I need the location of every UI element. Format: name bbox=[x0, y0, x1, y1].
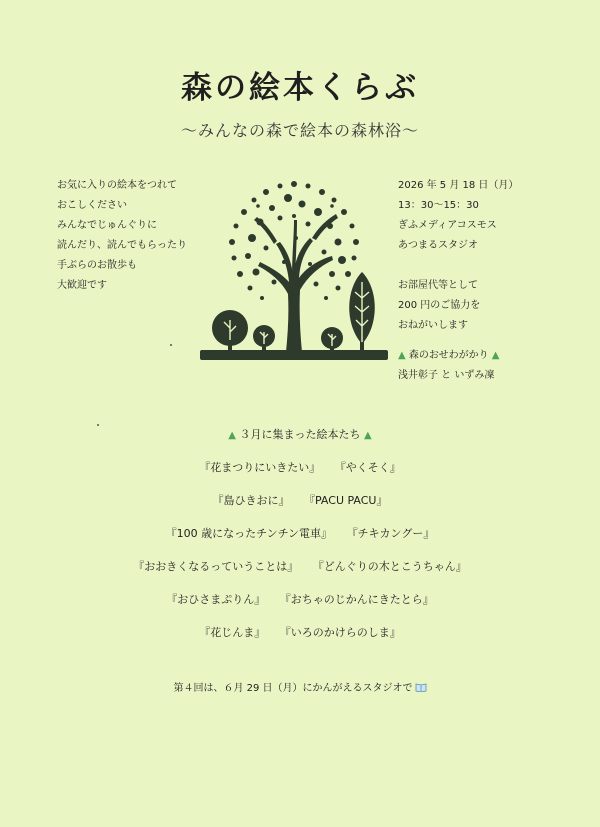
event-date: 2026 年 5 月 18 日（月） bbox=[398, 180, 519, 191]
event-info bbox=[398, 176, 578, 386]
book-row bbox=[0, 491, 600, 524]
tree-silhouette-icon bbox=[196, 164, 392, 374]
book-list bbox=[0, 425, 600, 656]
intro-line: 読んだり、読んでもらったり bbox=[57, 240, 187, 251]
book-row bbox=[0, 590, 600, 623]
book-row bbox=[0, 623, 600, 656]
flyer-subtitle: ～みんなの森で絵本の森林浴～ bbox=[180, 121, 419, 140]
event-time: 13：30～15：30 bbox=[398, 200, 479, 211]
fee-line: おねがいします bbox=[398, 320, 468, 331]
book-title: 『いろのかけらのしま』 bbox=[285, 626, 401, 639]
intro-line: みんなでじゅんぐりに bbox=[57, 220, 157, 231]
small-tree-icon: ▲ bbox=[228, 430, 236, 441]
book-row bbox=[0, 524, 600, 557]
spacer bbox=[398, 256, 578, 276]
small-tree-icon: ▲ bbox=[491, 350, 500, 361]
scan-speck bbox=[170, 344, 172, 346]
intro-line: お気に入りの絵本をつれて bbox=[57, 180, 177, 191]
next-session-note bbox=[0, 679, 600, 694]
event-venue: ぎふメディアコスモス bbox=[398, 220, 497, 231]
book-title: 『やくそく』 bbox=[340, 461, 401, 474]
event-room: あつまるスタジオ bbox=[398, 240, 478, 251]
book-title: 『100 歳になったチンチン電車』 bbox=[165, 527, 333, 540]
intro-line: おこしください bbox=[57, 200, 127, 211]
fee-line: お部屋代等として bbox=[398, 280, 478, 291]
book-title: 『どんぐりの木とこうちゃん』 bbox=[318, 560, 467, 573]
next-session-text: 第４回は、６月 29 日（月）にかんがえるスタジオで bbox=[173, 683, 413, 694]
book-title: 『おちゃのじかんにきたとら』 bbox=[285, 593, 434, 606]
book-title: 『島ひきおに』 bbox=[212, 494, 290, 507]
book-row bbox=[0, 557, 600, 590]
hosts-names: 浅井彰子 と いずみ凜 bbox=[398, 370, 495, 381]
hosts-label: 森のおせわがかり bbox=[408, 350, 489, 361]
spacer bbox=[398, 336, 578, 346]
book-title: 『おひさまぷりん』 bbox=[166, 593, 266, 606]
flyer-title: 森の絵本くらぶ bbox=[181, 70, 419, 106]
book-title: 『おおきくなるっていうことは』 bbox=[133, 560, 299, 573]
scan-speck bbox=[97, 424, 99, 426]
book-title: 『PACU PACU』 bbox=[309, 494, 388, 507]
book-list-heading bbox=[0, 425, 600, 458]
intro-line: 手ぶらのお散歩も bbox=[57, 260, 137, 271]
book-title: 『チキカングー』 bbox=[352, 527, 435, 540]
book-list-title: ３月に集まった絵本たち bbox=[239, 428, 361, 441]
fee-line: 200 円のご協力を bbox=[398, 300, 481, 311]
open-book-icon bbox=[415, 683, 427, 692]
book-title: 『花まつりにいきたい』 bbox=[199, 461, 321, 474]
small-tree-icon: ▲ bbox=[398, 350, 406, 361]
small-tree-icon: ▲ bbox=[364, 430, 372, 441]
book-row bbox=[0, 458, 600, 491]
intro-line: 大歓迎です bbox=[57, 280, 107, 291]
intro-text bbox=[57, 176, 217, 296]
book-title: 『花じんま』 bbox=[199, 626, 266, 639]
hosts-heading bbox=[398, 346, 578, 366]
